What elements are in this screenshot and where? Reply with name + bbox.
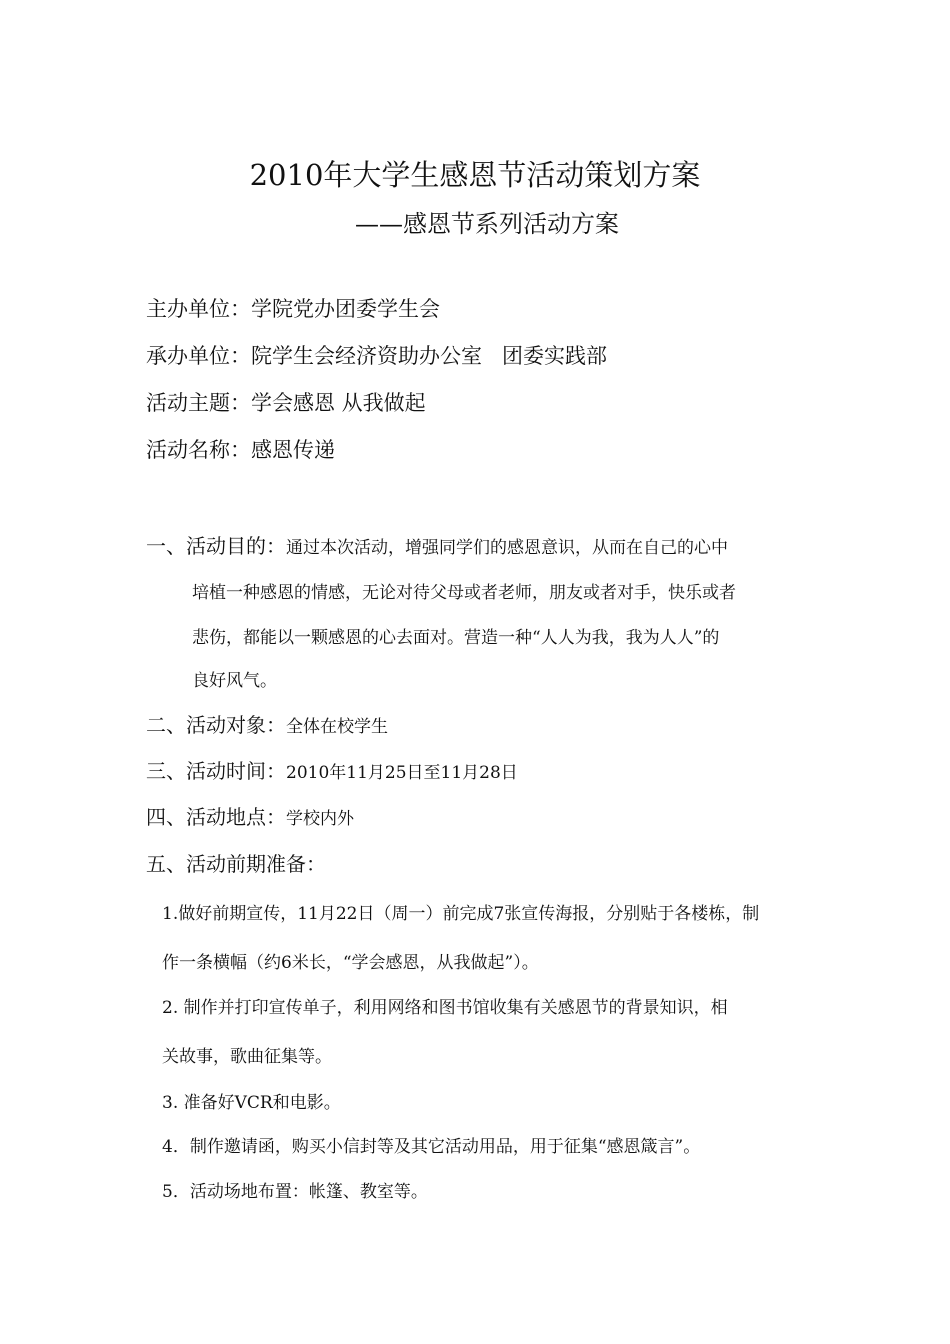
section-audience	[146, 710, 388, 742]
meta-label: 主办单位：	[146, 297, 251, 321]
meta-value: 院学生会经济资助办公室 团委实践部	[251, 344, 608, 368]
section-text: 全体在校学生	[286, 717, 388, 737]
meta-label: 活动名称：	[146, 438, 251, 462]
meta-value: 学院党办团委学生会	[251, 297, 440, 321]
list-item: 3. 准备好VCR和电影。	[162, 1093, 341, 1113]
meta-undertaker	[146, 340, 607, 372]
section-purpose	[146, 531, 728, 563]
document-subtitle: ——感恩节系列活动方案	[355, 210, 619, 238]
section-heading: 三、活动时间：	[146, 759, 286, 783]
section-text: 2010年11月25日至11月28日	[286, 763, 518, 783]
meta-name	[146, 434, 335, 466]
paragraph-line: 悲伤，都能以一颗感恩的心去面对。营造一种“人人为我，我为人人”的	[192, 628, 720, 648]
section-preparation	[146, 849, 326, 879]
list-item: 1.做好前期宣传，11月22日（周一）前完成7张宣传海报，分别贴于各楼栋，制	[162, 904, 760, 924]
list-item: 2. 制作并打印宣传单子，利用网络和图书馆收集有关感恩节的背景知识，相	[162, 998, 728, 1018]
paragraph-line: 良好风气。	[192, 671, 277, 691]
section-text: 学校内外	[286, 809, 354, 829]
section-heading: 五、活动前期准备：	[146, 852, 326, 876]
section-time	[146, 756, 518, 788]
meta-value: 学会感恩 从我做起	[251, 391, 426, 415]
meta-organizer	[146, 293, 440, 325]
section-heading: 四、活动地点：	[146, 805, 286, 829]
section-text: 通过本次活动，增强同学们的感恩意识，从而在自己的心中	[286, 538, 728, 558]
list-item: 关故事，歌曲征集等。	[162, 1047, 332, 1067]
document-title: 2010年大学生感恩节活动策划方案	[249, 158, 701, 192]
meta-value: 感恩传递	[251, 438, 335, 462]
section-heading: 一、活动目的：	[146, 534, 286, 558]
list-item: 作一条横幅（约6米长，“学会感恩，从我做起”）。	[162, 953, 539, 973]
meta-label: 活动主题：	[146, 391, 251, 415]
meta-label: 承办单位：	[146, 344, 251, 368]
paragraph-line: 培植一种感恩的情感，无论对待父母或者老师，朋友或者对手，快乐或者	[192, 583, 736, 603]
meta-theme	[146, 387, 426, 419]
section-heading: 二、活动对象：	[146, 713, 286, 737]
list-item: 4．制作邀请函，购买小信封等及其它活动用品，用于征集“感恩箴言”。	[162, 1137, 701, 1157]
section-location	[146, 802, 354, 834]
list-item: 5．活动场地布置：帐篷、教室等。	[162, 1182, 428, 1202]
